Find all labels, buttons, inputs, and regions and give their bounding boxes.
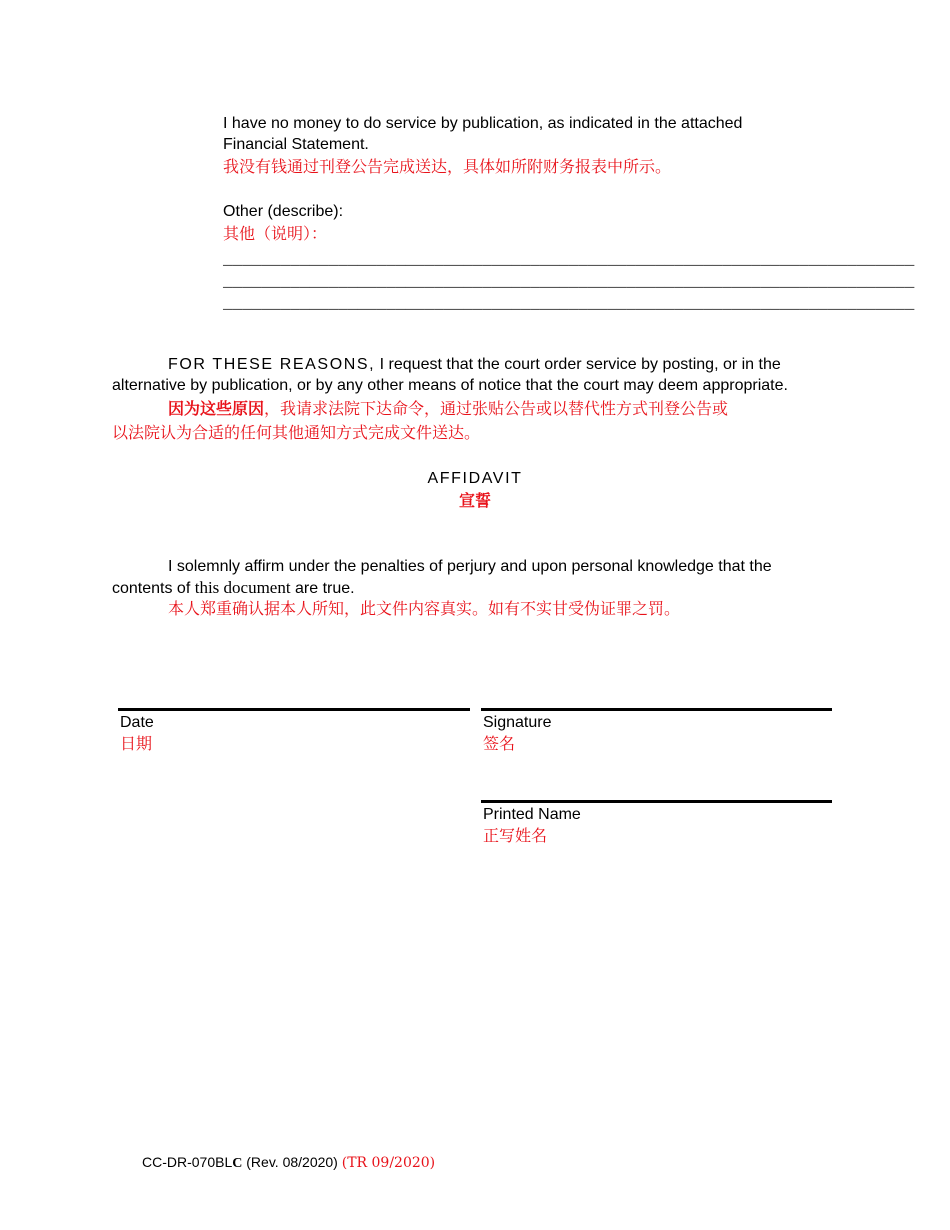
- affidavit-line2-a: contents of: [112, 580, 195, 597]
- footer-lang-code: C: [232, 1156, 243, 1171]
- date-label-zh: 日期: [120, 734, 153, 753]
- signature-label: Signature: [483, 714, 552, 731]
- affidavit-line2: [112, 577, 355, 599]
- affidavit-line1: I solemnly affirm under the penalties of perjury and upon personal knowledge that the: [168, 558, 772, 575]
- reasons-lead: FOR THESE REASONS,: [168, 356, 376, 373]
- other-describe-line-3[interactable]: ________________________________________________________________________: [223, 295, 915, 313]
- option-no-money-zh: 我没有钱通过刊登公告完成送达，具体如所附财务报表中所示。: [223, 157, 672, 176]
- affidavit-title: AFFIDAVIT: [427, 470, 523, 487]
- footer-tr: (TR 09/2020): [341, 1155, 436, 1171]
- affidavit-title-zh: 宣誓: [458, 491, 491, 510]
- footer-form-code: CC-DR-070BL: [142, 1154, 233, 1170]
- reasons-zh-line1: [168, 398, 728, 419]
- other-describe-line-1[interactable]: ________________________________________________________________________: [223, 251, 915, 269]
- option-other-zh: 其他（说明）：: [223, 224, 328, 243]
- affidavit-line2-b: this document: [194, 578, 291, 597]
- signature-label-zh: 签名: [483, 734, 516, 753]
- date-label: Date: [120, 714, 154, 731]
- option-no-money-line1: I have no money to do service by publication, as indicated in the attached: [223, 115, 743, 132]
- reasons-line1: [168, 354, 781, 375]
- affidavit-line2-c: are true.: [290, 580, 355, 597]
- date-line[interactable]: [118, 708, 470, 711]
- option-other-label: Other (describe):: [223, 203, 344, 220]
- form-footer: [142, 1153, 435, 1173]
- printed-name-label-zh: 正写姓名: [483, 826, 548, 845]
- affidavit-zh: 本人郑重确认据本人所知，此文件内容真实。如有不实甘受伪证罪之罚。: [168, 599, 681, 618]
- reasons-line1-rest: I request that the court order service by posting, or in the: [375, 356, 781, 373]
- reasons-zh-lead: 因为这些原因: [168, 399, 265, 418]
- reasons-zh-line2: 以法院认为合适的任何其他通知方式完成文件送达。: [112, 423, 481, 442]
- footer-rev: (Rev. 08/2020): [246, 1154, 338, 1170]
- other-describe-line-2[interactable]: ________________________________________________________________________: [223, 273, 915, 291]
- reasons-line2: alternative by publication, or by any other means of notice that the court may deem appropriate.: [112, 377, 788, 394]
- printed-name-line[interactable]: [481, 800, 832, 803]
- option-no-money-line2: Financial Statement.: [223, 136, 369, 153]
- printed-name-label: Printed Name: [483, 806, 581, 823]
- reasons-zh-line1-rest: ，我请求法院下达命令，通过张贴公告或以替代性方式刊登公告或: [264, 399, 729, 418]
- signature-line[interactable]: [481, 708, 832, 711]
